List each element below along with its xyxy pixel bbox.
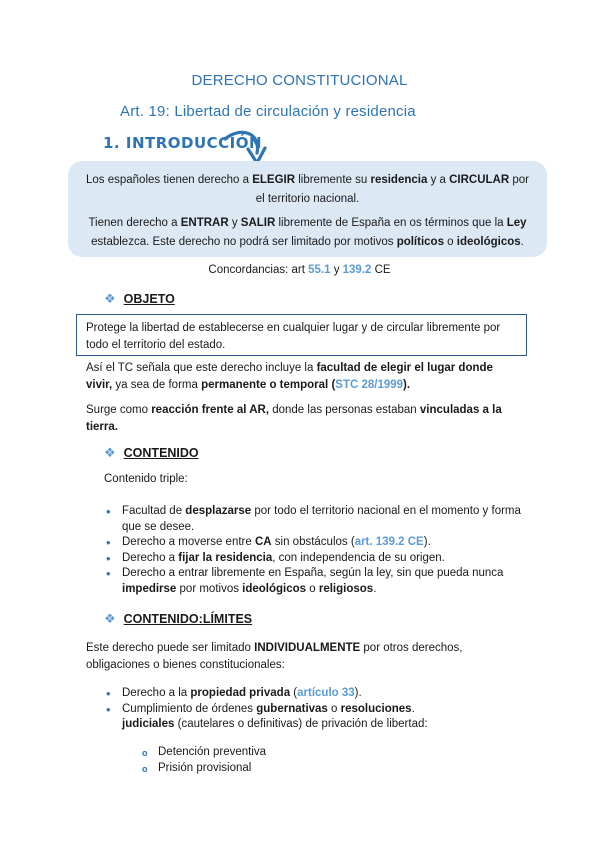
link-art-139-2-ce[interactable]: art. 139.2 CE bbox=[354, 536, 424, 548]
list-item: • Derecho a moverse entre CA sin obstáculos (art. 139.2 CE). bbox=[104, 535, 524, 551]
list-item: • Facultad de desplazarse por todo el territorio nacional en el momento y forma que se desee. bbox=[104, 504, 524, 535]
objeto-box: Protege la libertad de establecerse en cualquier lugar y de circular libremente por todo el territorio del estado. bbox=[76, 314, 527, 356]
list-item: • Cumplimiento de órdenes gubernativas o resoluciones. judiciales (cautelares o definitivas) de privación de libertad: bbox=[104, 702, 504, 733]
intro-paragraph-1: Los españoles tienen derecho a ELEGIR libremente su residencia y a CIRCULAR por el territorio nacional. bbox=[85, 174, 529, 205]
objeto-heading: OBJETO bbox=[123, 292, 175, 306]
contenido-list bbox=[104, 504, 524, 597]
list-item: • Derecho a entrar libremente en España, según la ley, sin que pueda nunca impedirse por motivos ideológicos o religiosos. bbox=[104, 566, 524, 597]
list-item: • Derecho a fijar la residencia, con independencia de su origen. bbox=[104, 551, 524, 567]
contenido-heading: CONTENIDO bbox=[123, 446, 199, 460]
contenido-heading-row bbox=[104, 445, 199, 461]
concordancias-line: Concordancias: art 55.1 y 139.2 CE bbox=[208, 264, 391, 276]
document-title: DERECHO CONSTITUCIONAL bbox=[191, 72, 408, 89]
link-articulo-33[interactable]: artículo 33 bbox=[297, 687, 355, 699]
document-subtitle: Art. 19: Libertad de circulación y residencia bbox=[120, 103, 416, 120]
list-item: • Derecho a la propiedad privada (artículo 33). bbox=[104, 686, 504, 702]
link-stc-28-1999[interactable]: STC 28/1999 bbox=[335, 379, 404, 391]
limites-sublist bbox=[140, 744, 440, 776]
diamond-bullet-icon: ❖ bbox=[104, 611, 116, 626]
objeto-heading-row bbox=[104, 291, 175, 307]
diamond-bullet-icon: ❖ bbox=[104, 291, 116, 306]
objeto-paragraph-1: Así el TC señala que este derecho incluye la facultad de elegir el lugar donde vivir, ya sea de forma permanente o temporal (STC 28/1999). bbox=[86, 362, 493, 391]
limites-intro: Este derecho puede ser limitado INDIVIDUALMENTE por otros derechos, obligaciones o bienes constitucionales: bbox=[86, 642, 463, 671]
link-art-139-2[interactable]: 139.2 bbox=[342, 264, 372, 276]
contenido-intro: Contenido triple: bbox=[104, 473, 188, 485]
intro-box bbox=[68, 161, 547, 257]
diamond-bullet-icon: ❖ bbox=[104, 445, 116, 460]
list-item: o Prisión provisional bbox=[140, 760, 440, 776]
limites-heading-row bbox=[104, 611, 252, 627]
objeto-paragraph-2: Surge como reacción frente al AR, donde las personas estaban vinculadas a la tierra. bbox=[86, 404, 502, 433]
limites-list bbox=[104, 686, 504, 733]
intro-heading: 1. INTRODUCCIÓN bbox=[103, 134, 263, 152]
limites-heading: CONTENIDO:LÍMITES bbox=[123, 612, 253, 626]
intro-paragraph-2: Tienen derecho a ENTRAR y SALIR libremente de España en os términos que la Ley establezca. Este derecho no podrá ser limitado por motivos políticos o ideológicos. bbox=[88, 217, 527, 248]
list-item: o Detención preventiva bbox=[140, 744, 440, 760]
link-art-55-1[interactable]: 55.1 bbox=[308, 264, 331, 276]
